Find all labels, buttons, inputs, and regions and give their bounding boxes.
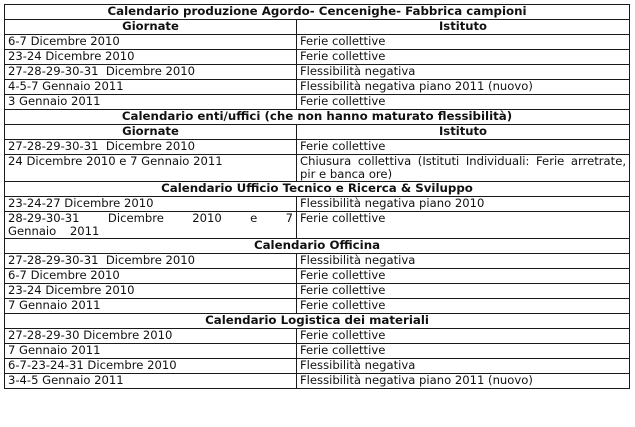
cell-days: 6-7-23-24-31 Dicembre 2010 (5, 359, 297, 374)
section-title: Calendario Logistica dei materiali (5, 314, 630, 329)
table-row (5, 374, 630, 389)
table-row (5, 65, 630, 80)
cell-days: 7 Gennaio 2011 (5, 299, 297, 314)
cell-type: Ferie collettive (297, 35, 630, 50)
column-header-row (5, 125, 630, 140)
column-header-type: Istituto (297, 125, 630, 140)
cell-days: 24 Dicembre 2010 e 7 Gennaio 2011 (5, 155, 297, 182)
section-title-row (5, 314, 630, 329)
cell-type: Chiusura collettiva (Istituti Individuali: Ferie arretrate, pir e banca ore) (297, 155, 630, 182)
table-row (5, 284, 630, 299)
cell-type: Ferie collettive (297, 284, 630, 299)
cell-type: Ferie collettive (297, 95, 630, 110)
table-row (5, 359, 630, 374)
cell-days: 6-7 Dicembre 2010 (5, 269, 297, 284)
cell-type: Flessibilità negativa piano 2011 (nuovo) (297, 80, 630, 95)
table-row (5, 212, 630, 239)
column-header-type: Istituto (297, 20, 630, 35)
cell-type: Ferie collettive (297, 299, 630, 314)
table-row (5, 155, 630, 182)
cell-days: 23-24 Dicembre 2010 (5, 284, 297, 299)
column-header-row (5, 20, 630, 35)
table-row (5, 35, 630, 50)
cell-type: Ferie collettive (297, 140, 630, 155)
table-row (5, 140, 630, 155)
section-title: Calendario produzione Agordo- Cencenighe- Fabbrica campioni (5, 5, 630, 20)
cell-type: Flessibilità negativa piano 2011 (nuovo) (297, 374, 630, 389)
cell-days: 27-28-29-30-31 Dicembre 2010 (5, 140, 297, 155)
cell-days: 3 Gennaio 2011 (5, 95, 297, 110)
section-title-row (5, 5, 630, 20)
table-row (5, 50, 630, 65)
section-title-row (5, 110, 630, 125)
cell-days: 27-28-29-30-31 Dicembre 2010 (5, 254, 297, 269)
table-row (5, 329, 630, 344)
cell-days: 23-24 Dicembre 2010 (5, 50, 297, 65)
section-title-row (5, 182, 630, 197)
column-header-days: Giornate (5, 20, 297, 35)
cell-days: 7 Gennaio 2011 (5, 344, 297, 359)
table-row (5, 299, 630, 314)
table-row (5, 254, 630, 269)
table-row (5, 197, 630, 212)
cell-type: Ferie collettive (297, 344, 630, 359)
column-header-days: Giornate (5, 125, 297, 140)
cell-type: Ferie collettive (297, 269, 630, 284)
cell-days: 4-5-7 Gennaio 2011 (5, 80, 297, 95)
cell-days: 3-4-5 Gennaio 2011 (5, 374, 297, 389)
table-row (5, 269, 630, 284)
table-row (5, 80, 630, 95)
cell-type: Flessibilità negativa (297, 65, 630, 80)
cell-type: Flessibilità negativa (297, 254, 630, 269)
section-title: Calendario Officina (5, 239, 630, 254)
cell-type: Ferie collettive (297, 212, 630, 239)
cell-type: Flessibilità negativa (297, 359, 630, 374)
section-title: Calendario Ufficio Tecnico e Ricerca & Sviluppo (5, 182, 630, 197)
cell-type: Ferie collettive (297, 50, 630, 65)
cell-days: 28-29-30-31 Dicembre 2010 e 7 Gennaio 2011 (5, 212, 297, 239)
cell-type: Ferie collettive (297, 329, 630, 344)
cell-days: 27-28-29-30 Dicembre 2010 (5, 329, 297, 344)
table-row (5, 344, 630, 359)
section-title: Calendario enti/uffici (che non hanno maturato flessibilità) (5, 110, 630, 125)
calendar-table (4, 4, 630, 389)
cell-days: 27-28-29-30-31 Dicembre 2010 (5, 65, 297, 80)
cell-days: 6-7 Dicembre 2010 (5, 35, 297, 50)
table-row (5, 95, 630, 110)
cell-days: 23-24-27 Dicembre 2010 (5, 197, 297, 212)
cell-type: Flessibilità negativa piano 2010 (297, 197, 630, 212)
section-title-row (5, 239, 630, 254)
